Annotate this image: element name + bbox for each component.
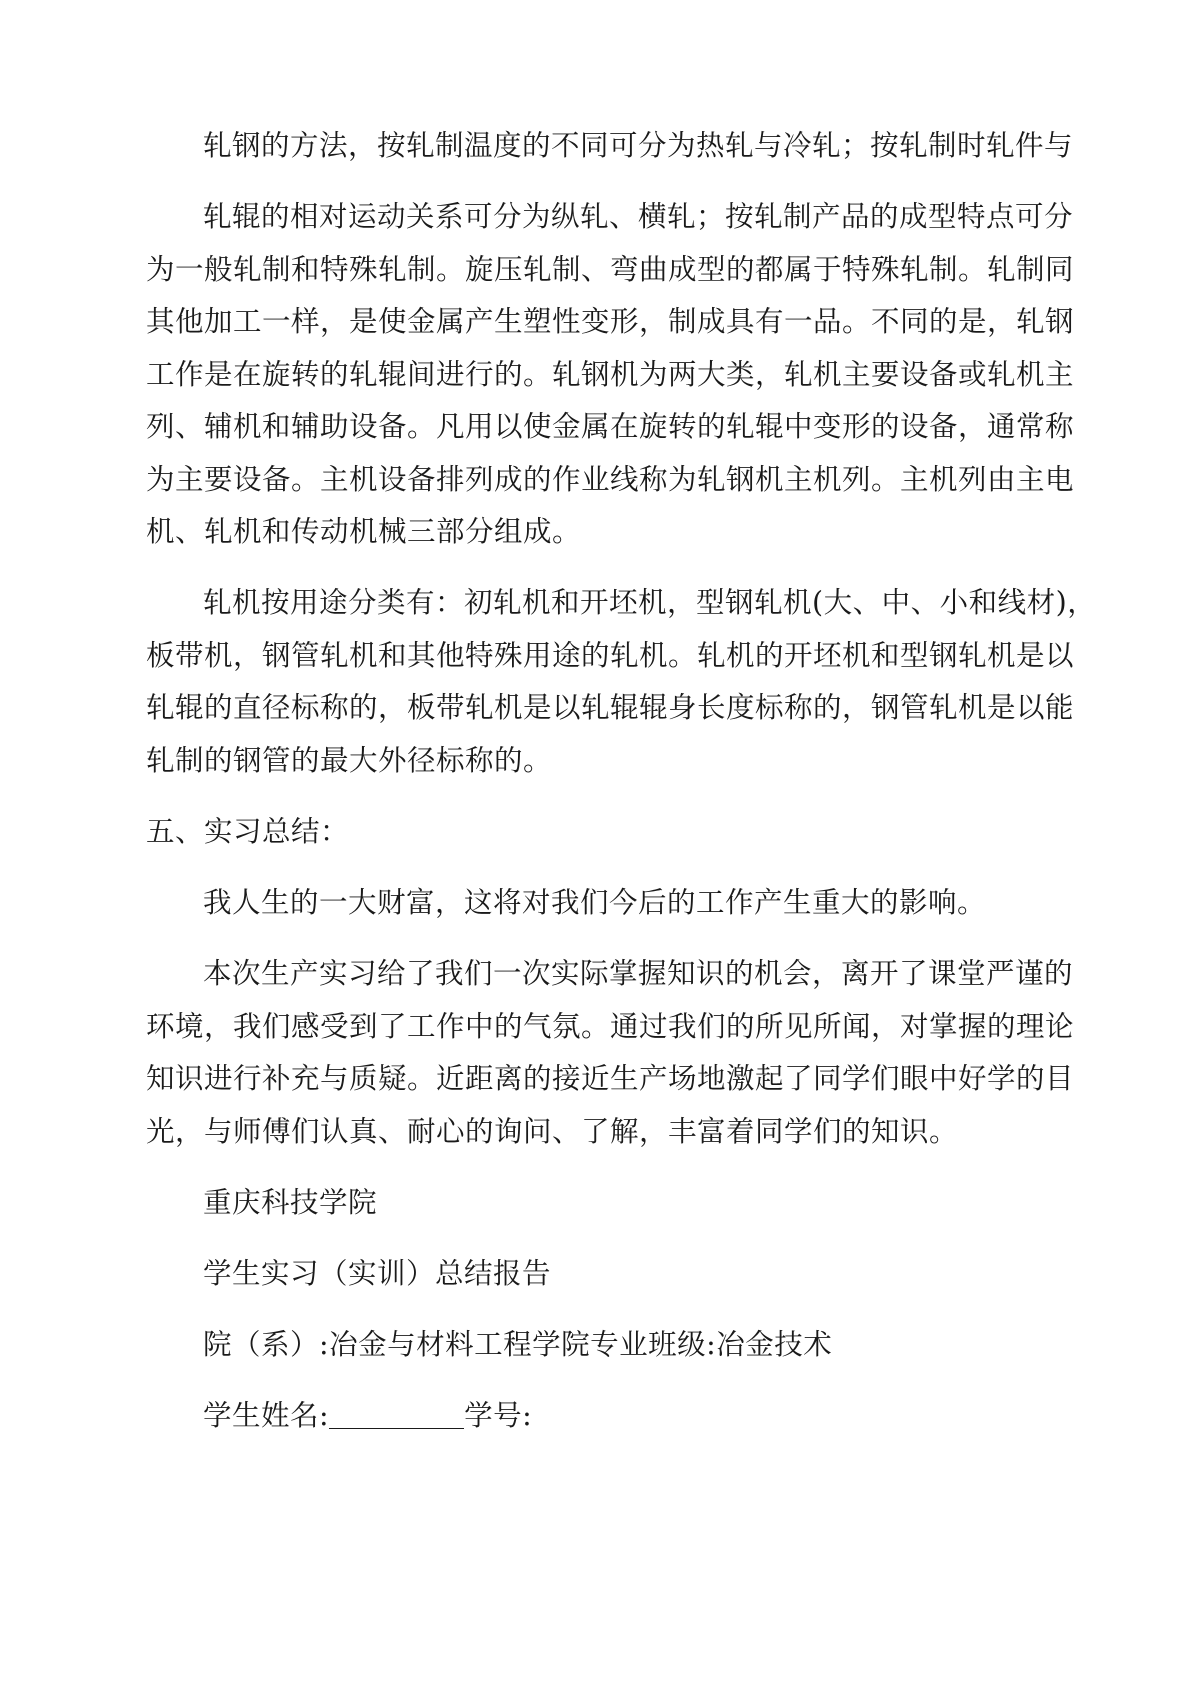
paragraph-1-line-2: 轧辊的相对运动关系可分为纵轧、横轧；按轧制产品的成型特点可分 xyxy=(203,200,1074,233)
paragraph-4-line-1: 本次生产实习给了我们一次实际掌握知识的机会，离开了课堂严谨的 xyxy=(203,957,1074,990)
paragraph-1-line-7: 为主要设备。主机设备排列成的作业线称为轧钢机主机列。主机列由主电 xyxy=(146,463,1075,496)
paragraph-1-line-4: 其他加工一样，是使金属产生塑性变形，制成具有一品。不同的是，轧钢 xyxy=(146,305,1075,338)
paragraph-1-line-1: 轧钢的方法，按轧制温度的不同可分为热轧与冷轧；按轧制时轧件与 xyxy=(203,129,1074,162)
section-heading: 五、实习总结： xyxy=(146,815,350,848)
paragraph-4-line-2: 环境，我们感受到了工作中的气氛。通过我们的所见所闻，对掌握的理论 xyxy=(146,1010,1075,1043)
paragraph-4-line-4: 光，与师傅们认真、耐心的询问、了解，丰富着同学们的知识。 xyxy=(146,1115,959,1148)
department-class-line: 院（系）:冶金与材料工程学院专业班级:冶金技术 xyxy=(203,1328,833,1361)
school-name: 重庆科技学院 xyxy=(203,1186,378,1219)
student-name-blank[interactable] xyxy=(329,1398,464,1429)
student-id-label: 学号: xyxy=(464,1399,533,1432)
paragraph-2-line-2: 板带机，钢管轧机和其他特殊用途的轧机。轧机的开坯机和型钢轧机是以 xyxy=(146,639,1075,672)
paragraph-2-line-3: 轧辊的直径标称的，板带轧机是以轧辊辊身长度标称的，钢管轧机是以能 xyxy=(146,691,1075,724)
paragraph-4-line-3: 知识进行补充与质疑。近距离的接近生产场地激起了同学们眼中好学的目 xyxy=(146,1062,1075,1095)
paragraph-1-line-6: 列、辅机和辅助设备。凡用以使金属在旋转的轧辊中变形的设备，通常称 xyxy=(146,410,1075,443)
paragraph-1-line-3: 为一般轧制和特殊轧制。旋压轧制、弯曲成型的都属于特殊轧制。轧制同 xyxy=(146,253,1075,286)
paragraph-2-line-4: 轧制的钢管的最大外径标称的。 xyxy=(146,744,553,777)
paragraph-2-line-1: 轧机按用途分类有：初轧机和开坯机，型钢轧机(大、中、小和线材)， xyxy=(203,586,1097,619)
paragraph-1-line-8: 机、轧机和传动机械三部分组成。 xyxy=(146,515,582,548)
paragraph-1-line-5: 工作是在旋转的轧辊间进行的。轧钢机为两大类，轧机主要设备或轧机主 xyxy=(146,358,1075,391)
student-info-line xyxy=(203,1396,1103,1436)
paragraph-3-line-1: 我人生的一大财富，这将对我们今后的工作产生重大的影响。 xyxy=(203,886,987,919)
report-title: 学生实习（实训）总结报告 xyxy=(203,1257,552,1290)
student-name-label: 学生姓名: xyxy=(203,1399,330,1432)
